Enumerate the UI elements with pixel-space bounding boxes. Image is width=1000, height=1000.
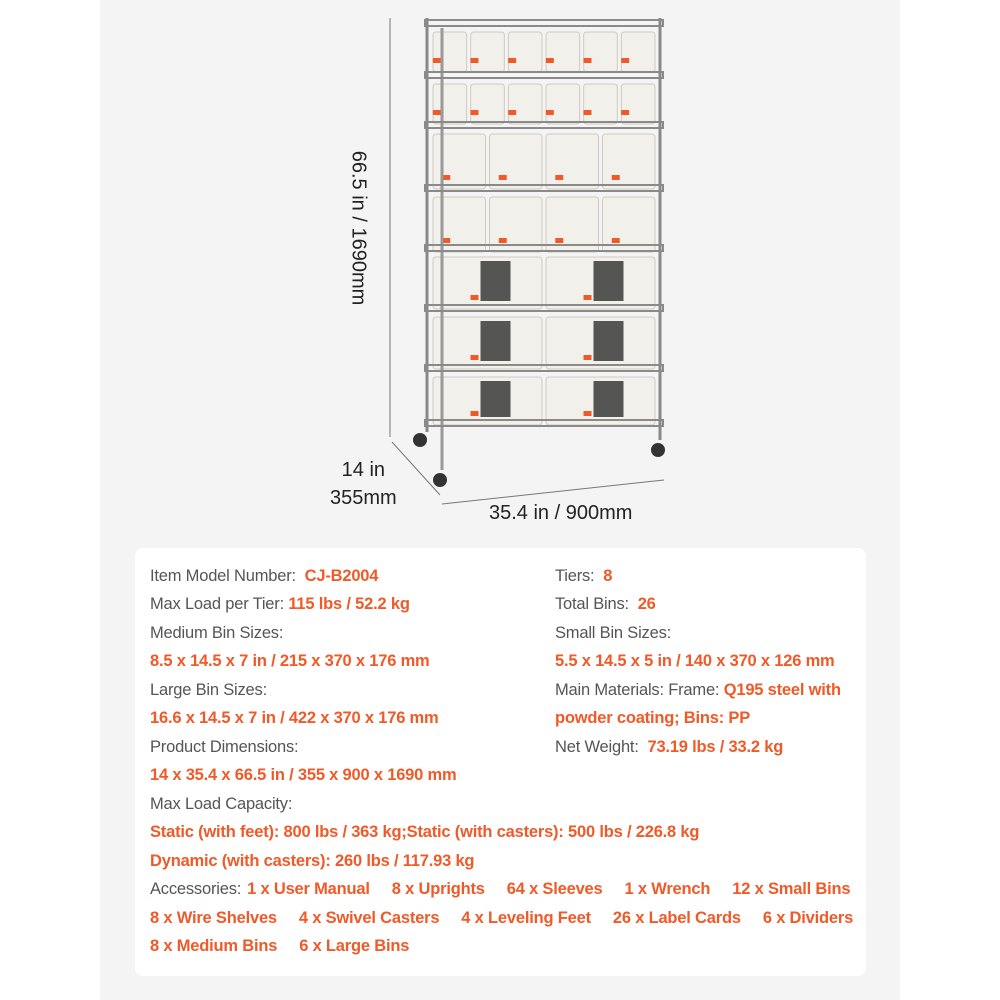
height-dimension: 66.5 in / 1690mm — [347, 150, 370, 306]
storage-bin — [490, 197, 543, 252]
bin-label — [471, 411, 479, 416]
storage-bin — [621, 84, 655, 124]
bin-label — [471, 58, 479, 63]
bin-label — [621, 110, 629, 115]
storage-bin — [584, 84, 618, 124]
spec-max-cap-label: Max Load Capacity: — [150, 795, 293, 813]
storage-bin — [471, 84, 505, 124]
bin-label — [584, 355, 592, 360]
bin-divider — [481, 321, 511, 361]
bin-label — [584, 58, 592, 63]
spec-product-dim: 14 x 35.4 x 66.5 in / 355 x 900 x 1690 mm — [150, 766, 457, 784]
bin-label — [508, 110, 516, 115]
bin-label — [584, 411, 592, 416]
storage-bin — [603, 134, 656, 189]
bin-divider — [594, 261, 624, 301]
storage-bin — [546, 32, 580, 72]
bin-label — [471, 355, 479, 360]
bin-label — [612, 238, 620, 243]
caster-wheel — [413, 433, 427, 447]
bin-label — [433, 110, 441, 115]
spec-large: 16.6 x 14.5 x 7 in / 422 x 370 x 176 mm — [150, 709, 439, 727]
bin-divider — [594, 321, 624, 361]
spec-weight: Net Weight: 73.19 lbs / 33.2 kg — [555, 738, 784, 756]
storage-bin — [546, 134, 599, 189]
storage-bin — [508, 84, 542, 124]
spec-model: Item Model Number: CJ-B2004 — [150, 567, 379, 585]
storage-bin — [546, 84, 580, 124]
spec-product-dim-label: Product Dimensions: — [150, 738, 299, 756]
bin-label — [471, 110, 479, 115]
spec-small-label: Small Bin Sizes: — [555, 624, 672, 642]
wire-shelf — [425, 122, 663, 128]
storage-bin — [621, 32, 655, 72]
storage-bin — [603, 197, 656, 252]
depth-in: 14 in — [341, 459, 386, 481]
storage-bin — [546, 197, 599, 252]
bin-label — [546, 58, 554, 63]
bin-label — [546, 110, 554, 115]
bin-label — [584, 295, 592, 300]
caster-wheel — [433, 473, 447, 487]
storage-bin — [584, 32, 618, 72]
storage-bin — [433, 32, 467, 72]
depth-dimension — [330, 456, 397, 512]
storage-bin — [508, 32, 542, 72]
wire-shelf — [425, 20, 663, 26]
depth-mm: 355mm — [330, 487, 397, 509]
bin-label — [508, 58, 516, 63]
accessories-row-1: Accessories: 1 x User Manual 8 x Uprights 64 x Sleeves 1 x Wrench 12 x Small Bins — [150, 880, 851, 898]
wire-shelf — [425, 72, 663, 78]
bin-divider — [594, 381, 624, 417]
spec-small: 5.5 x 14.5 x 5 in / 140 x 370 x 126 mm — [555, 652, 835, 670]
bin-label — [499, 175, 507, 180]
spec-medium: 8.5 x 14.5 x 7 in / 215 x 370 x 176 mm — [150, 652, 430, 670]
bin-label — [555, 238, 563, 243]
caster-wheel — [651, 443, 665, 457]
bin-label — [433, 58, 441, 63]
spec-static: Static (with feet): 800 lbs / 363 kg;Static (with casters): 500 lbs / 226.8 kg — [150, 823, 700, 841]
depth-dimension-line — [392, 442, 440, 495]
width-dimension: 35.4 in / 900mm — [489, 502, 633, 524]
bin-divider — [481, 381, 511, 417]
bin-label — [584, 110, 592, 115]
accessories-row-3: 8 x Medium Bins 6 x Large Bins — [150, 937, 410, 955]
spec-materials-2: powder coating; Bins: PP — [555, 709, 751, 727]
storage-bin — [490, 134, 543, 189]
spec-dynamic: Dynamic (with casters): 260 lbs / 117.93 kg — [150, 852, 475, 870]
bin-label — [499, 238, 507, 243]
spec-materials: Main Materials: Frame: Q195 steel with — [555, 681, 841, 699]
storage-bin — [471, 32, 505, 72]
bin-label — [471, 295, 479, 300]
bin-divider — [481, 261, 511, 301]
spec-tiers: Tiers: 8 — [555, 567, 613, 585]
spec-total-bins: Total Bins: 26 — [555, 595, 656, 613]
accessories-row-2: 8 x Wire Shelves 4 x Swivel Casters 4 x Leveling Feet 26 x Label Cards 6 x Dividers — [150, 909, 854, 927]
spec-large-label: Large Bin Sizes: — [150, 681, 267, 699]
bin-label — [612, 175, 620, 180]
storage-bin — [433, 84, 467, 124]
spec-max-tier: Max Load per Tier: 115 lbs / 52.2 kg — [150, 595, 410, 613]
bin-label — [621, 58, 629, 63]
bin-label — [555, 175, 563, 180]
width-dimension-line — [442, 480, 664, 504]
spec-medium-label: Medium Bin Sizes: — [150, 624, 284, 642]
